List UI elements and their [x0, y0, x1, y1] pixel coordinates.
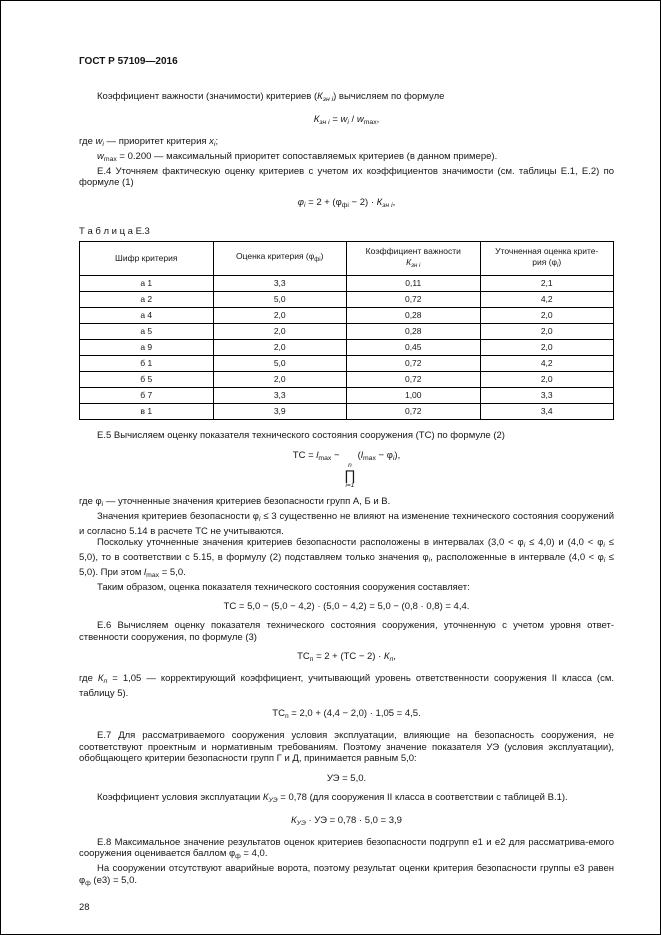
product-upper-limit: n [348, 462, 352, 469]
table-row [80, 291, 614, 307]
para-importance-coefficient: Коэффициент важности (значимости) критериев $(К_{зн i})$ вычисляем по формуле [97, 91, 445, 104]
criteria-table-body [80, 275, 614, 419]
formula-tc-post: $(l_{max} - \varphi_i)$, [357, 449, 401, 462]
para-e6: Е.6 Вычисляем оценку показателя технического состояния сооружения, уточненную с учетом уровня ответ-ственности сооружения, по формуле (3) [79, 620, 614, 643]
table-cell: б 7 [80, 387, 214, 403]
table-cell: а 4 [80, 307, 214, 323]
table-row [80, 387, 614, 403]
table-cell: 2,0 [480, 339, 614, 355]
product-operator [344, 462, 356, 489]
table-row [80, 371, 614, 387]
table-cell: а 5 [80, 323, 214, 339]
table-cell: 3,3 [480, 387, 614, 403]
table-cell: 0,72 [347, 403, 481, 419]
table-cell: 3,3 [213, 387, 347, 403]
formula-ue: УЭ = 5,0. [326, 772, 367, 784]
table-header-row [80, 241, 614, 275]
table-cell: б 5 [80, 371, 214, 387]
table-header-cell: Коэффициент важности $К_{зн i}$ [347, 241, 481, 275]
table-cell: 0,28 [347, 323, 481, 339]
table-cell: 5,0 [213, 355, 347, 371]
para-e8: Е.8 Максимальное значение результатов оценок критериев безопасности подгрупп е1 и е2 для рассматрива-емого сооружения оценивается баллом $\varphi_ф = 4,0$. [79, 836, 614, 861]
table-cell: 3,9 [213, 403, 347, 419]
table-cell: 0,45 [347, 339, 481, 355]
formula-tcp-calc: $ТС_п = 2,0 + (4,4 - 2,0) \cdot 1,05 = 4,5$. [272, 707, 421, 721]
table-cell: 3,3 [213, 275, 347, 291]
table-cell: 5,0 [213, 291, 347, 307]
formula-tc [79, 449, 614, 490]
product-lower-limit: i=1 [345, 482, 355, 489]
table-cell: 3,4 [480, 403, 614, 419]
table-cell: в 1 [80, 403, 214, 419]
table-cell: 0,11 [347, 275, 481, 291]
table-row [80, 339, 614, 355]
document-title: ГОСТ Р 57109—2016 [79, 56, 178, 67]
table-cell: 2,0 [213, 339, 347, 355]
table-cell: а 1 [80, 275, 214, 291]
table-cell: 1,00 [347, 387, 481, 403]
page-number: 28 [79, 901, 90, 913]
criteria-table-head [80, 241, 614, 275]
para-thus: Таким образом, оценка показателя технического состояния сооружения составляет: [97, 581, 470, 593]
formula-kue-calc: $К_{УЭ}$ · УЭ = 0,78 · 5,0 = 3,9 [291, 814, 402, 827]
table-header-cell: Уточненная оценка крите- рия $(\varphi_i)$ [480, 241, 614, 275]
formula-tcp: $ТС_п = 2 + (ТС - 2) \cdot К_п$, [297, 651, 396, 664]
para-e7: Е.7 Для рассматриваемого сооружения условия эксплуатации, влияющие на безопасность сооружения, не соответствуют проектным и нормативным требованиям. Поэтому значение показателя УЭ (условия эксплуатации), обобщающего критерии безопасности групп Г и Д, принимается равным 5,0: [79, 730, 614, 765]
table-header-cell: Оценка критерия $(\varphi_{фi})$ [213, 241, 347, 275]
table-header-cell: Шифр критерия [80, 241, 214, 275]
para-wmax: $w_{max} = 0.200$ — максимальный приоритет сопоставляемых критериев (в данном примере). [97, 150, 498, 163]
para-gates: На сооружении отсутствуют аварийные ворота, поэтому результат оценки критерия безопасности группы е3 равен $\varphi_ф$ (е3) = 5,0. [79, 863, 614, 887]
table-cell: а 9 [80, 339, 214, 355]
para-e4: Е.4 Уточняем фактическую оценку критериев с учетом их коэффициентов значимости (см. таблицы Е.1, Е.2) по формуле (1) [79, 165, 614, 189]
table-cell: 0,72 [347, 291, 481, 307]
formula-refined-score: $\varphi_i = 2 + (\varphi_{фi} - 2) \cdot К_{зн i}$, [297, 196, 396, 209]
table-label: Т а б л и ц а Е.3 [79, 225, 150, 237]
table-cell: 2,0 [480, 307, 614, 323]
table-row [80, 275, 614, 291]
table-cell: 2,0 [213, 323, 347, 339]
table-row [80, 403, 614, 419]
table-row [80, 355, 614, 371]
table-cell: 4,2 [480, 291, 614, 307]
table-cell: 0,28 [347, 307, 481, 323]
formula-importance: $К_{зн i} = w_i / w_{max}$, [313, 113, 380, 126]
table-cell: 2,0 [213, 307, 347, 323]
table-cell: 2,0 [480, 323, 614, 339]
para-kue: Коэффициент условия эксплуатации $К_{УЭ} = 0,78$ (для сооружения II класса в соответствии с таблицей В.1). [97, 791, 568, 804]
criteria-table [79, 241, 614, 420]
para-where-wi: где $w_i$ — приоритет критерия $x_i$; [79, 135, 219, 149]
formula-tc-pre: ТС = $l_{max}$ − [292, 449, 343, 462]
table-cell: а 2 [80, 291, 214, 307]
table-cell: 4,2 [480, 355, 614, 371]
table-cell: б 1 [80, 355, 214, 371]
table-cell: 0,72 [347, 371, 481, 387]
para-values-note: Значения критериев безопасности $\varphi_i \le 3$ существенно не влияют на изменение технического состояния сооружений и согласно 5.14 в расчете ТС не учитываются. [79, 510, 614, 537]
table-cell: 0,72 [347, 355, 481, 371]
table-cell: 2,0 [480, 371, 614, 387]
table-row [80, 307, 614, 323]
product-symbol: ∏ [344, 467, 356, 483]
para-where-phi: где $\varphi_i$ — уточненные значения критериев безопасности групп А, Б и В. [79, 496, 391, 509]
table-cell: 2,1 [480, 275, 614, 291]
para-where-kp: где $К_п = 1,05$ — корректирующий коэффициент, учитывающий уровень ответственности сооружения II класса (см. таблицу 5). [79, 673, 615, 700]
para-intervals: Поскольку уточненные значения критериев безопасности расположены в интервалах $(3,0 < \varphi_i \le 4,0)$ и $(4,0 < \varphi_i \le 5,0)$, то в соответствии с 5.15, в формулу (2) подставляем только значения $\varphi_i$, расположенные в интервале $(4,0 < \varphi_i \le 5,0)$. При этом $l_{max} = 5,0$. [79, 537, 614, 579]
table-row [80, 323, 614, 339]
formula-tc-calc: ТС = 5,0 − (5,0 − 4,2) · (5,0 − 4,2) = 5,0 − (0,8 · 0,8) = 4,4. [223, 601, 470, 613]
table-cell: 2,0 [213, 371, 347, 387]
para-e5: Е.5 Вычисляем оценку показателя технического состояния сооружения (ТС) по формуле (2) [97, 429, 505, 441]
